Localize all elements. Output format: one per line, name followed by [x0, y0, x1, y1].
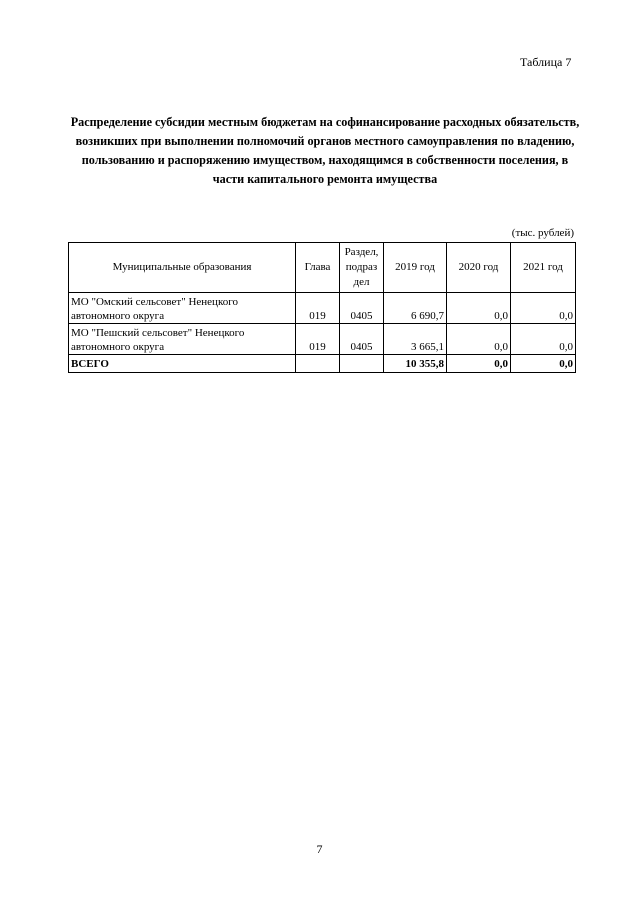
- total-value-2021: 0,0: [511, 355, 576, 373]
- header-chapter: Глава: [296, 243, 340, 293]
- row-value-2020: 0,0: [447, 324, 511, 355]
- table-row: [69, 293, 576, 324]
- row-section: 0405: [340, 293, 384, 324]
- row-chapter: 019: [296, 324, 340, 355]
- row-value-2021: 0,0: [511, 293, 576, 324]
- header-2019: 2019 год: [384, 243, 447, 293]
- row-municipality: МО "Омский сельсовет" Ненецкого автономного округа: [69, 293, 296, 324]
- row-section: 0405: [340, 324, 384, 355]
- total-value-2019: 10 355,8: [384, 355, 447, 373]
- units-label: (тыс. рублей): [511, 227, 574, 239]
- header-2020: 2020 год: [447, 243, 511, 293]
- header-municipalities: Муниципальные образования: [69, 243, 296, 293]
- table-number-label: Таблица 7: [520, 55, 572, 69]
- row-value-2020: 0,0: [447, 293, 511, 324]
- page-number: 7: [316, 842, 323, 856]
- total-value-2020: 0,0: [447, 355, 511, 373]
- row-value-2019: 3 665,1: [384, 324, 447, 355]
- table-header-row: [69, 243, 576, 293]
- subsidy-table: [68, 242, 576, 373]
- table-row: [69, 324, 576, 355]
- total-label: ВСЕГО: [69, 355, 296, 373]
- row-chapter: 019: [296, 293, 340, 324]
- total-section-empty: [340, 355, 384, 373]
- header-section: Раздел, подраз дел: [340, 243, 384, 293]
- total-row: [69, 355, 576, 373]
- total-chapter-empty: [296, 355, 340, 373]
- header-2021: 2021 год: [511, 243, 576, 293]
- row-value-2021: 0,0: [511, 324, 576, 355]
- row-value-2019: 6 690,7: [384, 293, 447, 324]
- document-title: Распределение субсидии местным бюджетам на софинансирование расходных обязательств, возникших при выполнении полномочий органов местного самоуправления по владению, пользованию и распоряжению имуществом, находящимся в собственности поселения, в части капитального ремонта имущества: [70, 115, 580, 186]
- row-municipality: МО "Пешский сельсовет" Ненецкого автономного округа: [69, 324, 296, 355]
